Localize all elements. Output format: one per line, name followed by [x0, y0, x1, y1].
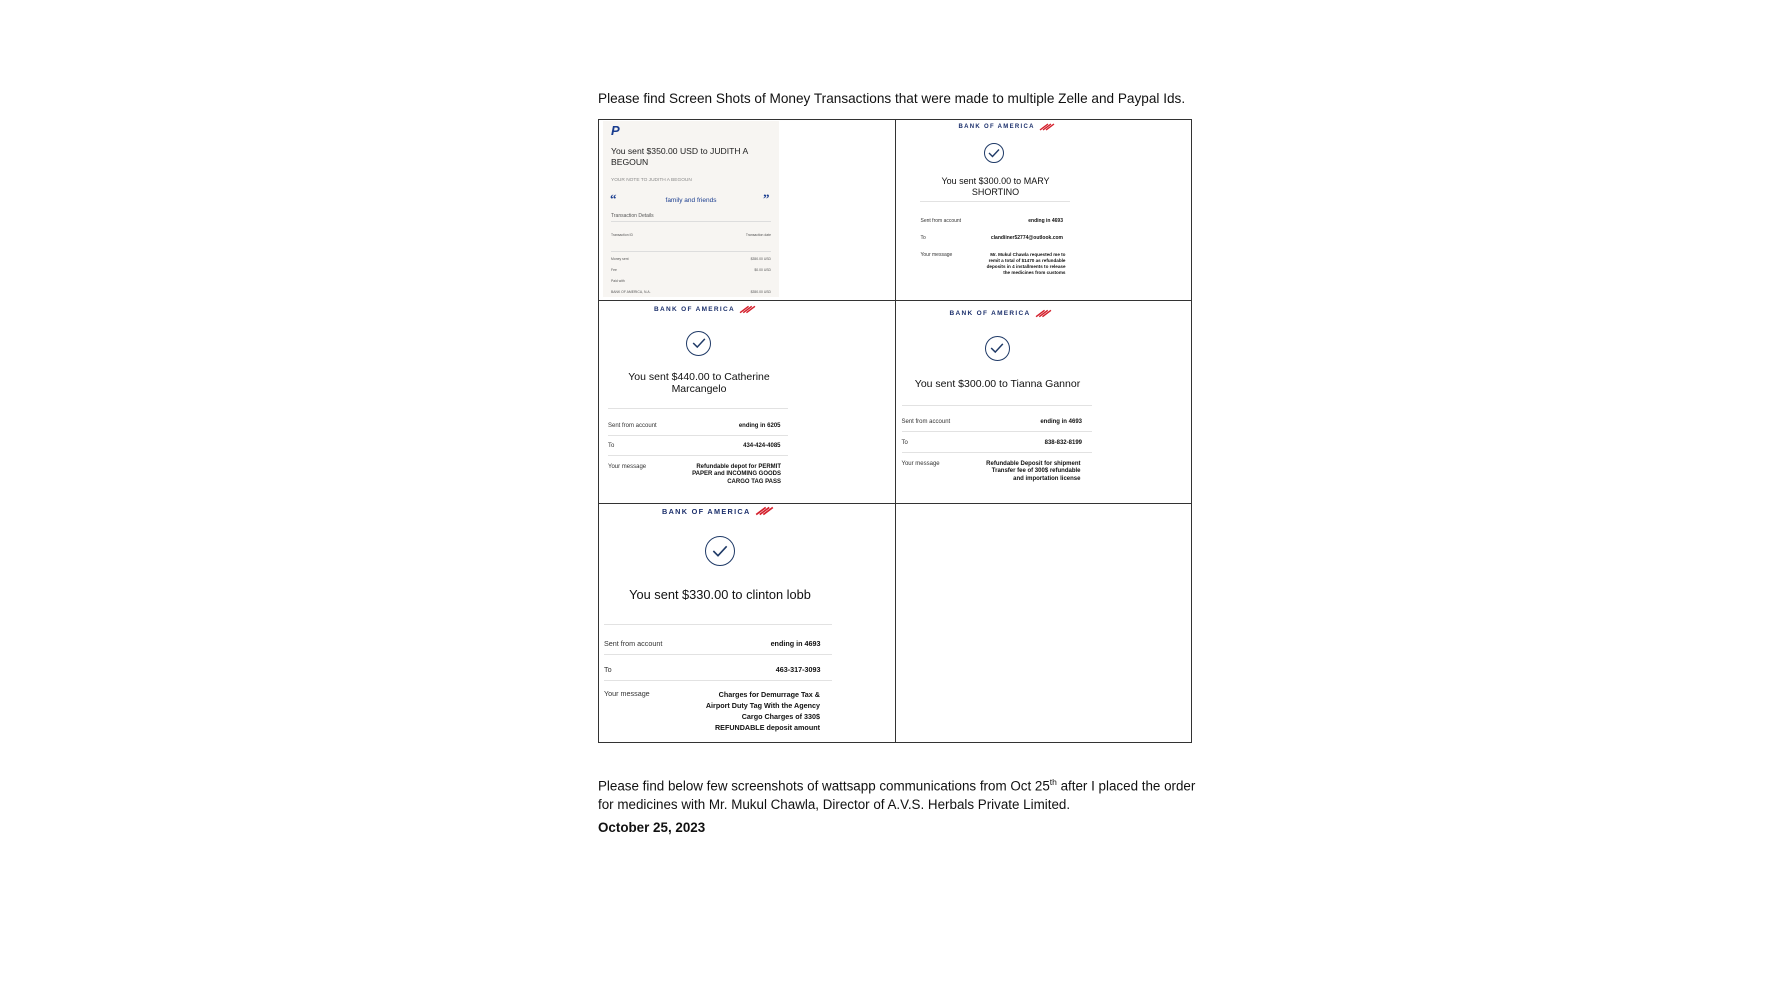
- to-label: To: [604, 665, 612, 675]
- to-value: clandiiner52774@outlook.com: [990, 235, 1063, 241]
- sent-amount: You sent $300.00 to Tianna Gannor: [914, 377, 1081, 390]
- from-value: ending in 6205: [738, 422, 781, 429]
- zelle-screenshot-catherine: [599, 300, 896, 504]
- check-circle-icon: [686, 331, 711, 356]
- from-value: ending in 4693: [770, 639, 821, 649]
- from-value: ending in 4693: [1028, 218, 1063, 224]
- message-label: Your message: [901, 460, 940, 467]
- from-label: Sent from account: [604, 639, 663, 649]
- boa-flag-icon: [1035, 309, 1052, 318]
- paypal-row: Paid with: [611, 279, 625, 283]
- boa-logo: BANK OF AMERICA: [950, 309, 1052, 318]
- from-label: Sent from account: [920, 218, 962, 224]
- to-label: To: [920, 235, 926, 241]
- boa-logo: BANK OF AMERICA: [662, 506, 774, 516]
- paypal-screenshot: [599, 120, 896, 301]
- boa-flag-icon: [1039, 123, 1055, 131]
- from-label: Sent from account: [608, 422, 657, 429]
- to-value: 434-424-4085: [743, 442, 781, 449]
- sent-amount: You sent $440.00 to Catherine Marcangelo: [628, 370, 770, 396]
- check-circle-icon: [705, 536, 735, 566]
- to-value: 838-832-8199: [1044, 439, 1082, 446]
- message-value: Charges for Demurrage Tax & Airport Duty Tag With the Agency Cargo Charges of 330$ REFUNDABLE deposit amount: [705, 690, 820, 733]
- boa-logo: BANK OF AMERICA: [959, 123, 1055, 131]
- paypal-txn-id-label: Transaction ID: [611, 233, 633, 237]
- zelle-screenshot-clinton: [599, 504, 896, 743]
- paypal-logo: P: [611, 123, 620, 138]
- message-value: Mr. Mukul Chawla requested me to remit a total of $1470 as refundable deposits in 4 installments to release the medicines from customs: [986, 252, 1066, 275]
- paypal-txn-date-label: Transaction date: [745, 233, 771, 237]
- quote-close-icon: ”: [763, 191, 770, 206]
- paypal-row: Money sent $350.00 USD: [611, 257, 771, 261]
- empty-cell: [895, 504, 1192, 743]
- outro-paragraph: Please find below few screenshots of wattsapp communications from Oct 25th after I placed the order for medicines with Mr. Mukul Chawla, Director of A.V.S. Herbals Private Limited.: [598, 777, 1196, 813]
- to-label: To: [901, 439, 908, 446]
- paypal-title: You sent $350.00 USD to JUDITH A BEGOUN: [611, 146, 748, 167]
- boa-flag-icon: [755, 506, 774, 516]
- message-value: Refundable Deposit for shipment Transfer fee of 300$ refundable and importation license: [986, 460, 1081, 482]
- to-label: To: [608, 442, 615, 449]
- paypal-receipt: [603, 121, 779, 297]
- paypal-row: BANK OF AMERICA, N.A. $350.00 USD: [611, 290, 771, 294]
- paypal-details-label: Transaction Details: [611, 213, 654, 219]
- message-label: Your message: [920, 252, 953, 258]
- from-value: ending in 4693: [1040, 418, 1082, 425]
- sent-amount: You sent $300.00 to MARY SHORTINO: [941, 176, 1050, 197]
- check-circle-icon: [984, 143, 1004, 163]
- date-heading: October 25, 2023: [598, 820, 706, 835]
- zelle-screenshot-tianna: [895, 300, 1192, 504]
- paypal-note-label: YOUR NOTE TO JUDITH A BEGOUN: [611, 178, 692, 183]
- boa-logo: BANK OF AMERICA: [654, 305, 756, 314]
- boa-flag-icon: [739, 305, 756, 314]
- sent-amount: You sent $330.00 to clinton lobb: [629, 587, 811, 603]
- message-label: Your message: [608, 463, 647, 470]
- quote-open-icon: “: [610, 191, 617, 206]
- screenshot-grid: [598, 119, 1192, 743]
- paypal-row: Fee $0.00 USD: [611, 268, 771, 272]
- intro-text: Please find Screen Shots of Money Transactions that were made to multiple Zelle and Paypal Ids.: [598, 91, 1186, 106]
- zelle-screenshot-mary: [895, 120, 1192, 301]
- check-circle-icon: [985, 336, 1010, 361]
- message-value: Refundable depot for PERMIT PAPER and INCOMING GOODS CARGO TAG PASS: [692, 463, 781, 485]
- paypal-note: family and friends: [665, 197, 717, 204]
- from-label: Sent from account: [901, 418, 951, 425]
- to-value: 463-317-3093: [775, 665, 821, 675]
- message-label: Your message: [604, 689, 650, 699]
